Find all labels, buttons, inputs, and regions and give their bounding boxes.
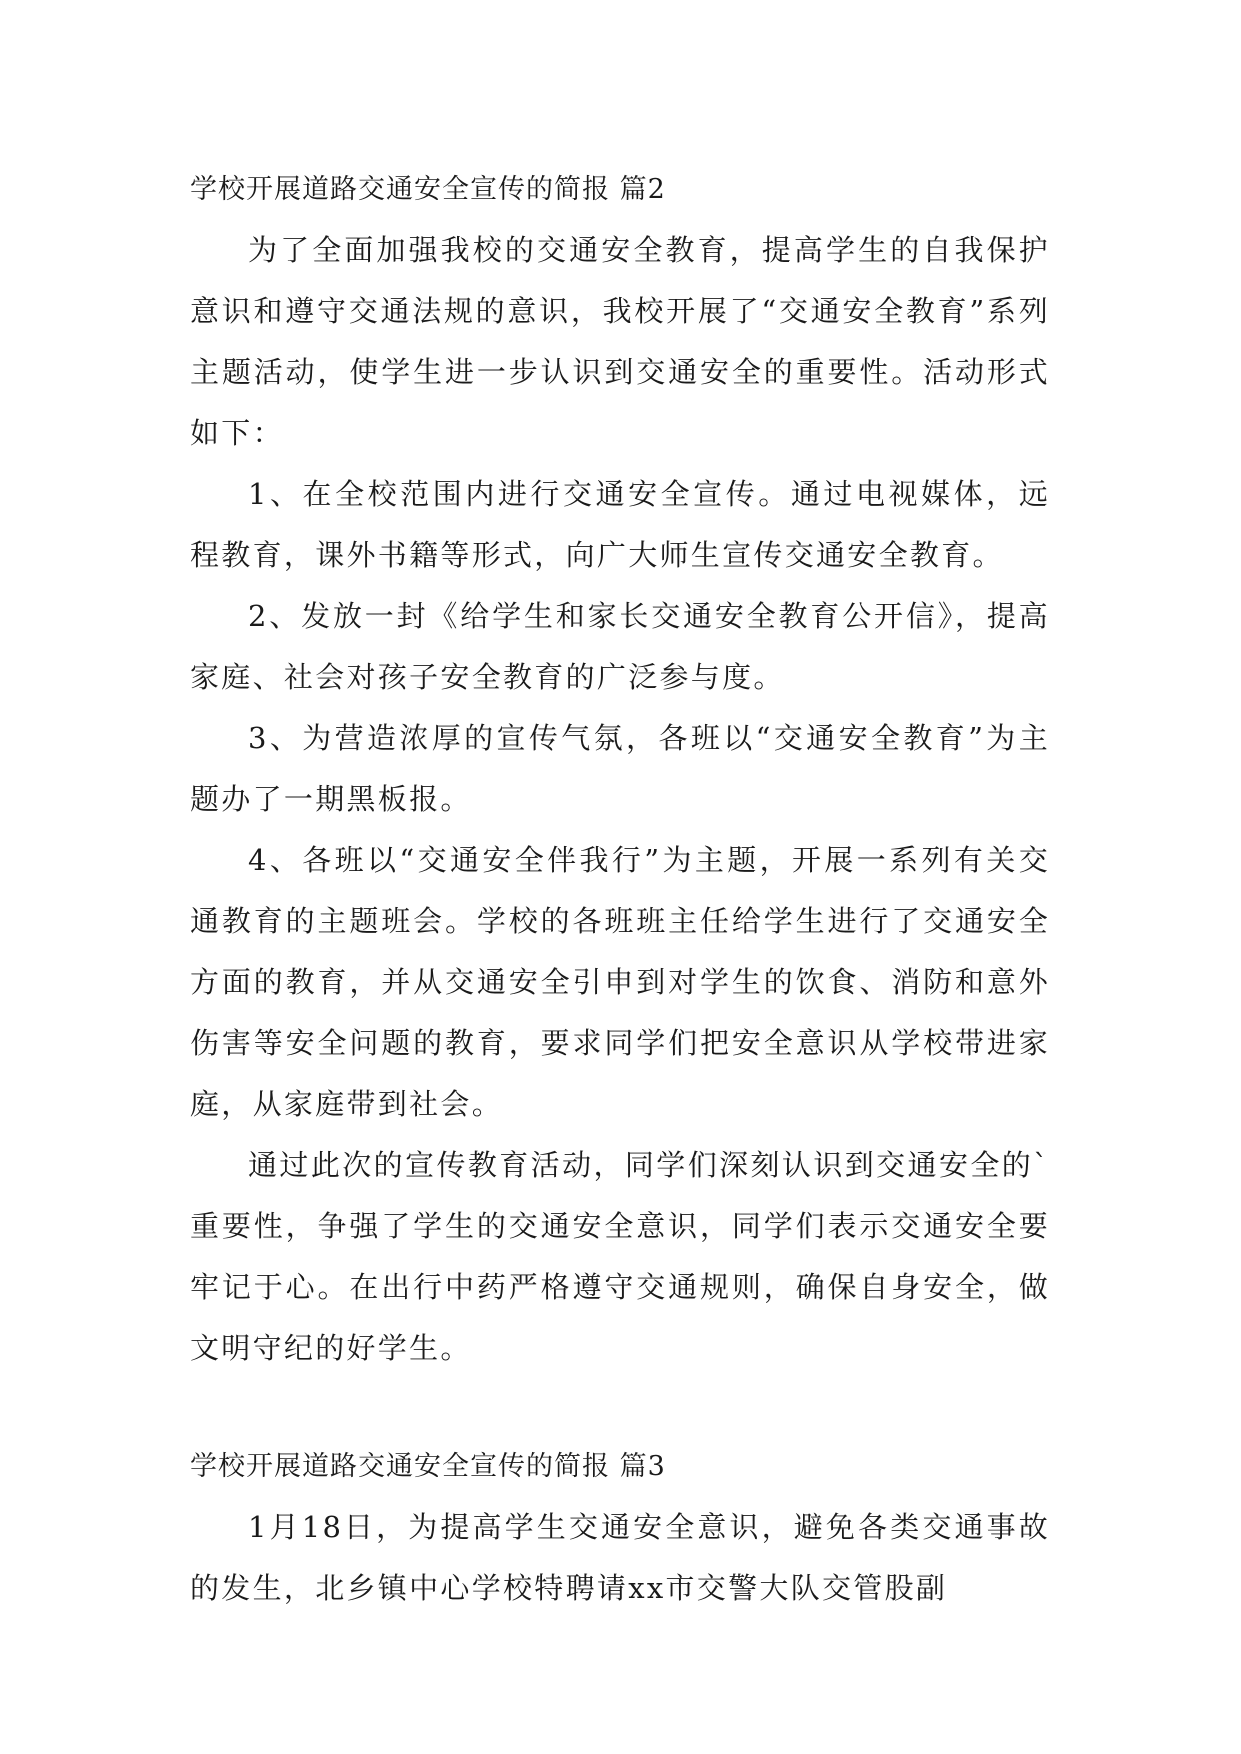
- section-3: [190, 1437, 1050, 1619]
- paragraph: 3、为营造浓厚的宣传气氛，各班以“交通安全教育”为主题办了一期黑板报。: [190, 721, 1050, 816]
- section-title: 学校开展道路交通安全宣传的简报 篇2: [190, 174, 666, 205]
- paragraph: 通过此次的宣传教育活动，同学们深刻认识到交通安全的`重要性，争强了学生的交通安全意识，同学们表示交通安全要牢记于心。在出行中药严格遵守交通规则，确保自身安全，做文明守纪的好学生。: [190, 1148, 1050, 1365]
- section-2: [190, 160, 1050, 1379]
- paragraph: 1月18日，为提高学生交通安全意识，避免各类交通事故的发生，北乡镇中心学校特聘请xx市交警大队交管股副: [190, 1510, 1050, 1605]
- document-body: [190, 160, 1050, 1619]
- section-spacer: [190, 1379, 1050, 1437]
- paragraph: 为了全面加强我校的交通安全教育，提高学生的自我保护意识和遵守交通法规的意识，我校开展了“交通安全教育”系列主题活动，使学生进一步认识到交通安全的重要性。活动形式如下：: [190, 233, 1050, 450]
- section-title: 学校开展道路交通安全宣传的简报 篇3: [190, 1451, 666, 1482]
- paragraph: 4、各班以“交通安全伴我行”为主题，开展一系列有关交通教育的主题班会。学校的各班班主任给学生进行了交通安全方面的教育，并从交通安全引申到对学生的饮食、消防和意外伤害等安全问题的教育，要求同学们把安全意识从学校带进家庭，从家庭带到社会。: [190, 843, 1050, 1121]
- paragraph: 1、在全校范围内进行交通安全宣传。通过电视媒体，远程教育，课外书籍等形式，向广大师生宣传交通安全教育。: [190, 477, 1050, 572]
- paragraph: 2、发放一封《给学生和家长交通安全教育公开信》，提高家庭、社会对孩子安全教育的广泛参与度。: [190, 599, 1050, 694]
